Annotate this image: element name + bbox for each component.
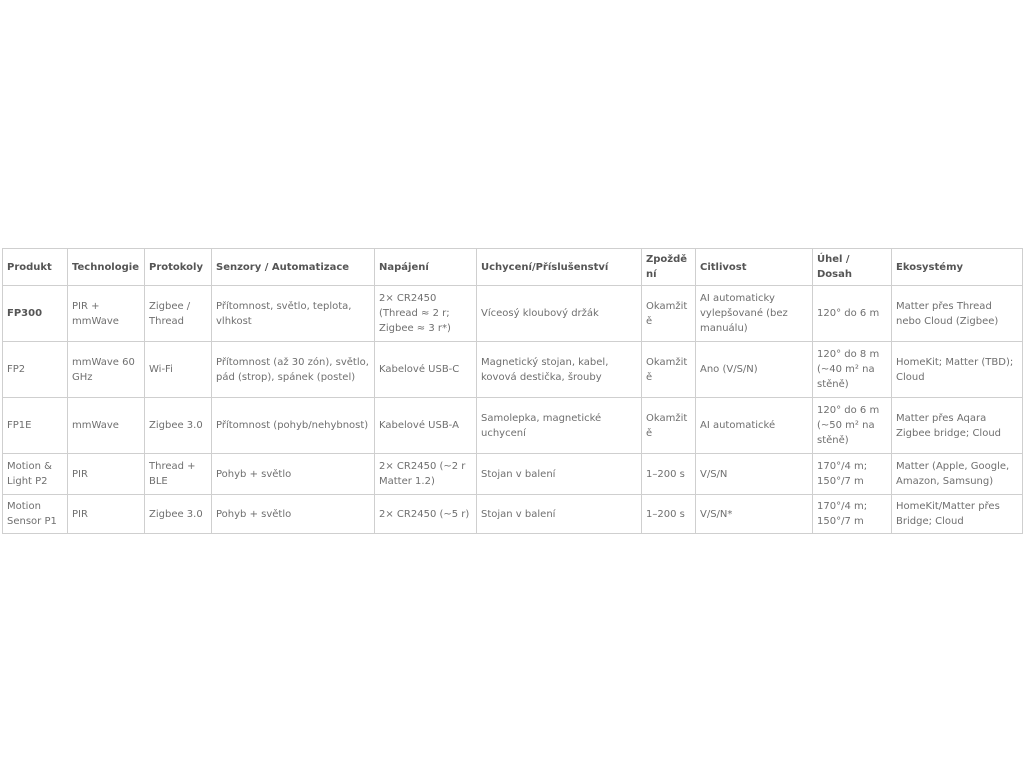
table-cell: Okamžitě: [642, 342, 696, 398]
table-cell: mmWave: [68, 398, 145, 454]
table-cell: Matter přes Aqara Zigbee bridge; Cloud: [892, 398, 1023, 454]
table-cell: Motion & Light P2: [3, 454, 68, 495]
header-zpozdeni: Zpoždění: [642, 249, 696, 286]
table-cell: Stojan v balení: [477, 495, 642, 534]
table-cell: Zigbee 3.0: [145, 495, 212, 534]
table-cell: Wi-Fi: [145, 342, 212, 398]
table-cell: Matter (Apple, Google, Amazon, Samsung): [892, 454, 1023, 495]
table-cell: 1–200 s: [642, 454, 696, 495]
table-cell: V/S/N*: [696, 495, 813, 534]
table-cell: Přítomnost (až 30 zón), světlo, pád (strop), spánek (postel): [212, 342, 375, 398]
table-cell: Okamžitě: [642, 398, 696, 454]
table-cell: mmWave 60 GHz: [68, 342, 145, 398]
table-header-row: [3, 249, 1023, 286]
table-cell: Přítomnost (pohyb/nehybnost): [212, 398, 375, 454]
table-cell: FP300: [3, 286, 68, 342]
table-cell: 2× CR2450 (~2 r Matter 1.2): [375, 454, 477, 495]
header-protokoly: Protokoly: [145, 249, 212, 286]
header-citlivost: Citlivost: [696, 249, 813, 286]
table-cell: PIR: [68, 495, 145, 534]
header-produkt: Produkt: [3, 249, 68, 286]
comparison-table: [2, 248, 1023, 534]
header-uchyceni: Uchycení/Příslušenství: [477, 249, 642, 286]
table-row: [3, 454, 1023, 495]
table-cell: 120° do 6 m (~50 m² na stěně): [813, 398, 892, 454]
table-cell: 170°/4 m; 150°/7 m: [813, 495, 892, 534]
table-cell: PIR: [68, 454, 145, 495]
table-cell: Samolepka, magnetické uchycení: [477, 398, 642, 454]
table-cell: Pohyb + světlo: [212, 495, 375, 534]
header-technologie: Technologie: [68, 249, 145, 286]
table-row: [3, 495, 1023, 534]
table-cell: HomeKit/Matter přes Bridge; Cloud: [892, 495, 1023, 534]
table-cell: HomeKit; Matter (TBD); Cloud: [892, 342, 1023, 398]
table-cell: Okamžitě: [642, 286, 696, 342]
table-cell: PIR + mmWave: [68, 286, 145, 342]
header-napajeni: Napájení: [375, 249, 477, 286]
table-cell: FP2: [3, 342, 68, 398]
table-cell: Stojan v balení: [477, 454, 642, 495]
header-senzory: Senzory / Automatizace: [212, 249, 375, 286]
table-cell: Zigbee 3.0: [145, 398, 212, 454]
table-cell: Pohyb + světlo: [212, 454, 375, 495]
table-cell: FP1E: [3, 398, 68, 454]
table-row: [3, 398, 1023, 454]
table-cell: Motion Sensor P1: [3, 495, 68, 534]
table-cell: 120° do 6 m: [813, 286, 892, 342]
table-cell: AI automaticky vylepšované (bez manuálu): [696, 286, 813, 342]
table-cell: Kabelové USB-C: [375, 342, 477, 398]
table-cell: Thread + BLE: [145, 454, 212, 495]
table-cell: 2× CR2450 (~5 r): [375, 495, 477, 534]
table-cell: Víceosý kloubový držák: [477, 286, 642, 342]
table-cell: Magnetický stojan, kabel, kovová destička, šrouby: [477, 342, 642, 398]
table-cell: Přítomnost, světlo, teplota, vlhkost: [212, 286, 375, 342]
table-cell: AI automatické: [696, 398, 813, 454]
table-row: [3, 286, 1023, 342]
table-cell: V/S/N: [696, 454, 813, 495]
table-cell: Zigbee / Thread: [145, 286, 212, 342]
table-cell: 2× CR2450 (Thread ≈ 2 r; Zigbee ≈ 3 r*): [375, 286, 477, 342]
table-cell: Ano (V/S/N): [696, 342, 813, 398]
header-uhel-dosah: Úhel / Dosah: [813, 249, 892, 286]
table-row: [3, 342, 1023, 398]
header-ekosystemy: Ekosystémy: [892, 249, 1023, 286]
table-cell: Matter přes Thread nebo Cloud (Zigbee): [892, 286, 1023, 342]
table-cell: Kabelové USB-A: [375, 398, 477, 454]
comparison-table-container: [2, 248, 1022, 534]
table-cell: 1–200 s: [642, 495, 696, 534]
table-cell: 170°/4 m; 150°/7 m: [813, 454, 892, 495]
table-cell: 120° do 8 m (~40 m² na stěně): [813, 342, 892, 398]
